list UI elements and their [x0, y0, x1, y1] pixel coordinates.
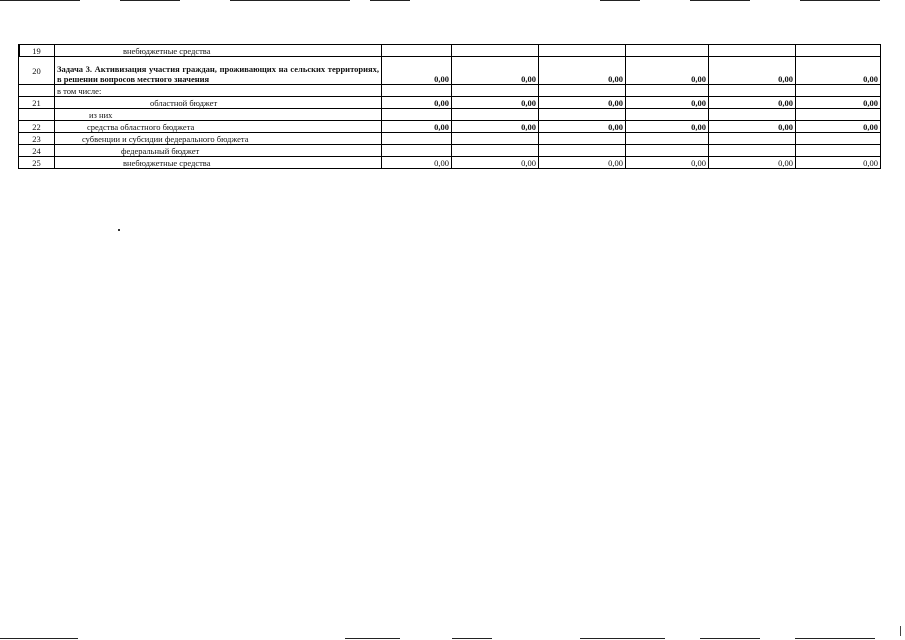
- scan-edge-line: [120, 0, 180, 1]
- value-cell: 0,00: [452, 57, 539, 85]
- row-label: внебюджетные средства: [55, 157, 382, 169]
- value-cell: 0,00: [452, 121, 539, 133]
- value-cell: [709, 145, 796, 157]
- value-cell: 0,00: [626, 121, 709, 133]
- budget-table: [18, 44, 881, 169]
- value-cell: 0,00: [796, 121, 881, 133]
- table-row: [19, 109, 881, 121]
- scan-edge-line: [690, 0, 750, 1]
- value-cell: [796, 45, 881, 57]
- value-cell: [539, 145, 626, 157]
- row-label: внебюджетные средства: [55, 45, 382, 57]
- scan-edge-line: [700, 638, 760, 639]
- value-cell: [382, 133, 452, 145]
- table-row: [19, 45, 881, 57]
- scan-edge-line: [452, 638, 492, 639]
- value-cell: [452, 109, 539, 121]
- value-cell: [796, 109, 881, 121]
- value-cell: [539, 85, 626, 97]
- scan-edge-line: [0, 638, 78, 639]
- scan-edge-line: [580, 638, 665, 639]
- value-cell: [452, 145, 539, 157]
- scan-edge-line: [345, 638, 400, 639]
- row-label: средства областного бюджета: [55, 121, 382, 133]
- value-cell: 0,00: [626, 57, 709, 85]
- value-cell: [382, 85, 452, 97]
- value-cell: [452, 45, 539, 57]
- value-cell: [709, 133, 796, 145]
- row-label: в том числе:: [55, 85, 382, 97]
- value-cell: [626, 45, 709, 57]
- task-title: Задача 3. Активизация участия граждан, проживающих на сельских территориях, в решении вопросов местного значения: [55, 57, 382, 85]
- scan-edge-line: [370, 0, 410, 1]
- scan-edge-line: [600, 0, 640, 1]
- value-cell: [539, 133, 626, 145]
- value-cell: 0,00: [452, 157, 539, 169]
- row-number: 25: [19, 157, 55, 169]
- scan-edge-line: [800, 0, 880, 1]
- value-cell: [626, 85, 709, 97]
- row-number: 21: [19, 97, 55, 109]
- value-cell: [626, 145, 709, 157]
- row-label: из них: [55, 109, 382, 121]
- value-cell: [626, 133, 709, 145]
- scan-dot: [118, 229, 120, 231]
- value-cell: [796, 145, 881, 157]
- value-cell: 0,00: [709, 57, 796, 85]
- value-cell: [626, 109, 709, 121]
- row-number: 19: [19, 45, 55, 57]
- value-cell: 0,00: [539, 57, 626, 85]
- value-cell: 0,00: [539, 121, 626, 133]
- row-number: [19, 85, 55, 97]
- scan-edge-line: [795, 638, 875, 639]
- row-number: [19, 109, 55, 121]
- value-cell: [382, 145, 452, 157]
- value-cell: 0,00: [709, 121, 796, 133]
- table-row: [19, 57, 881, 85]
- table-row: [19, 145, 881, 157]
- value-cell: [709, 85, 796, 97]
- value-cell: 0,00: [382, 157, 452, 169]
- value-cell: [796, 85, 881, 97]
- value-cell: [796, 133, 881, 145]
- table-row: [19, 133, 881, 145]
- value-cell: 0,00: [539, 97, 626, 109]
- row-label: федеральный бюджет: [55, 145, 382, 157]
- value-cell: [709, 45, 796, 57]
- row-label: областной бюджет: [55, 97, 382, 109]
- table-row: [19, 157, 881, 169]
- value-cell: [709, 109, 796, 121]
- scan-edge-line: [230, 0, 350, 1]
- value-cell: 0,00: [539, 157, 626, 169]
- value-cell: 0,00: [382, 121, 452, 133]
- table-row: [19, 97, 881, 109]
- value-cell: 0,00: [796, 157, 881, 169]
- row-label: субвенции и субсидии федерального бюджета: [55, 133, 382, 145]
- scan-edge-line: [0, 0, 80, 1]
- value-cell: 0,00: [382, 57, 452, 85]
- row-number: 22: [19, 121, 55, 133]
- value-cell: [382, 109, 452, 121]
- value-cell: 0,00: [796, 57, 881, 85]
- value-cell: 0,00: [382, 97, 452, 109]
- value-cell: [452, 133, 539, 145]
- value-cell: 0,00: [709, 157, 796, 169]
- scan-edge-tick: [900, 626, 901, 636]
- value-cell: [452, 85, 539, 97]
- row-number: 24: [19, 145, 55, 157]
- table-row: [19, 85, 881, 97]
- value-cell: [539, 109, 626, 121]
- row-number: 20: [19, 57, 55, 85]
- value-cell: [382, 45, 452, 57]
- value-cell: 0,00: [709, 97, 796, 109]
- value-cell: 0,00: [626, 157, 709, 169]
- value-cell: [539, 45, 626, 57]
- value-cell: 0,00: [452, 97, 539, 109]
- row-number: 23: [19, 133, 55, 145]
- value-cell: 0,00: [796, 97, 881, 109]
- value-cell: 0,00: [626, 97, 709, 109]
- table-row: [19, 121, 881, 133]
